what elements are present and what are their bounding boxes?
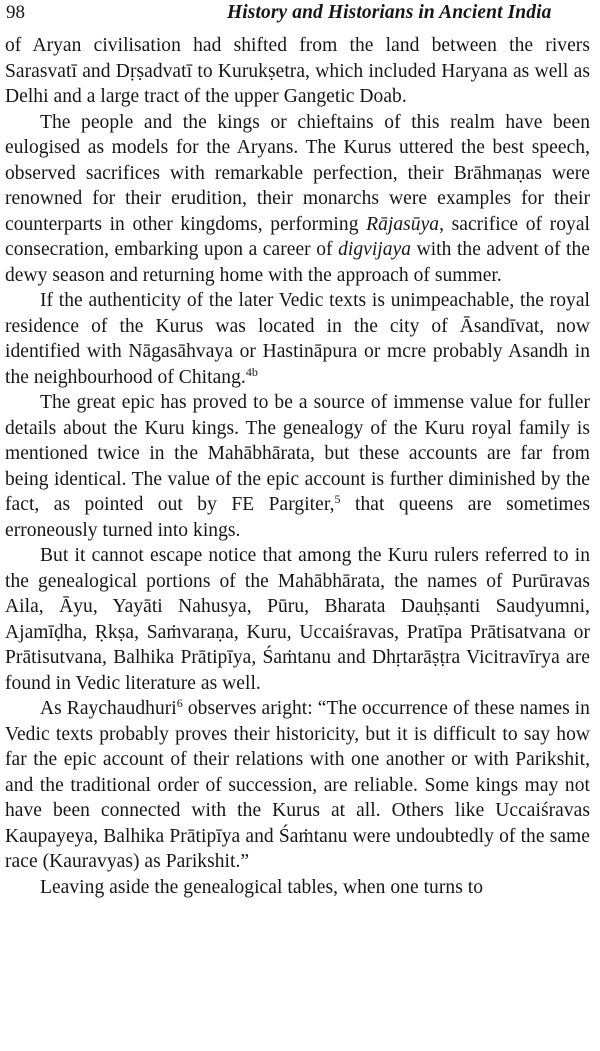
text-run: with the advent of the dewy season and returning home with the approach of summer. — [5, 239, 591, 286]
page-number: 98 — [6, 2, 25, 23]
page-header — [5, 0, 590, 30]
italic-term: digvijaya — [338, 239, 412, 260]
paragraph — [5, 110, 590, 289]
text-run: , sacrifice of royal consecration, embarking upon a career of — [5, 213, 591, 260]
footnote-ref: 6 — [176, 696, 183, 710]
paragraph — [5, 288, 590, 390]
italic-term: Rājasūya — [366, 213, 440, 235]
paragraph — [5, 390, 590, 543]
paragraph — [5, 543, 590, 696]
text-run: of Aryan civilisation had shifted from the land between the rivers Sarasvatī and Dṛṣadvatī to Kurukṣetra, which included Haryana as well as Delhi and a large tract of the upper Gangetic Doab. — [5, 35, 590, 107]
text-run: If the authenticity of the later Vedic texts is unimpeachable, the royal residence of the Kurus was located in the city of Āsandīvat, now identified with Nāgasāhvaya or Hastināpura or mcre probably Asandh in the neighbourhood of Chitang. — [5, 290, 590, 388]
paragraph — [5, 33, 590, 110]
text-run: But it cannot escape notice that among the Kuru rulers referred to in the genealogical portions of the Mahābhārata, the names of Purūravas Aila, Āyu, Yayāti Nahusya, Pūru, Bharata Dauḥṣanti Saudyumni, Ajamīḍha, Ṛkṣa, Saṁvaraṇa, Kuru, Uccaiśravas, Pratīpa Prātisatvana or Prātisutvana, Balhika Prātipīya, Śaṁtanu and Dhṛtarāṣṭra Vicitravīrya are found in Vedic literature as well. — [5, 545, 590, 694]
text-run: The people and the kings or chieftains of this realm have been eulogised as models for the Aryans. The Kurus uttered the best speech, observed sacrifices with remarkable perfection, their Brāhmaṇas were renowned for their erudition, their monarchs were examples for their counterparts in other kingdoms, performing — [5, 111, 590, 235]
running-title: History and Historians in Ancient India — [227, 2, 552, 23]
footnote-ref: 5 — [334, 492, 341, 506]
paragraph — [5, 696, 590, 875]
text-run: Leaving aside the genealogical tables, when one turns to — [40, 876, 484, 898]
body-text — [5, 33, 590, 900]
text-run: The great epic has proved to be a source of immense value for fuller details about the Kuru kings. The genealogy of the Kuru royal family is mentioned twice in the Mahābhārata, but these accounts are far from being identical. The value of the epic account is further diminished by the fact, as pointed out by FE Pargiter, — [5, 392, 590, 515]
text-run: observes aright: “The occurrence of these names in Vedic texts probably proves their historicity, but it is difficult to say how far the epic account of their relations with one another or with Parikshit, and the traditional order of succession, are reliable. Some kings may not have been connected with the Kurus at all. Others like Uccaiśravas Kaupayeya, Balhika Prātipīya and Śaṁtanu were undoubtedly of the same race (Kauravyas) as Parikshit.” — [5, 698, 590, 872]
paragraph — [5, 875, 590, 901]
text-run: As Raychaudhuri — [40, 698, 177, 719]
text-run: that queens are sometimes erroneously turned into kings. — [5, 494, 590, 541]
footnote-ref: 4b — [245, 364, 258, 379]
